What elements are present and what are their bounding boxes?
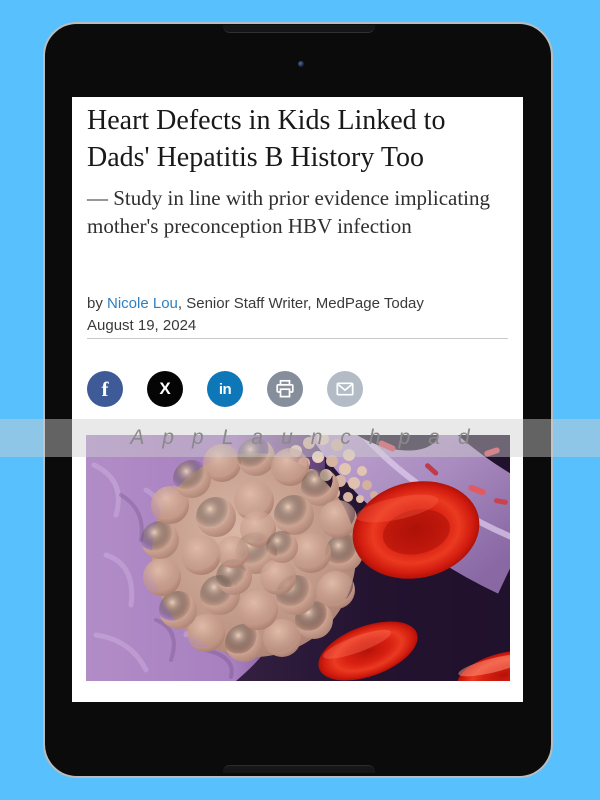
share-bar: [87, 371, 363, 407]
share-email-button[interactable]: [327, 371, 363, 407]
tablet-device-frame: [43, 22, 553, 778]
article-byline: [87, 293, 507, 337]
share-linkedin-button[interactable]: [207, 371, 243, 407]
article-dek: — Study in line with prior evidence implicating mother's preconception HBV infection: [87, 186, 491, 238]
byline-prefix: by: [87, 295, 108, 312]
watermark-text: AppLaunchpad: [130, 426, 488, 449]
article-headline: Heart Defects in Kids Linked to Dads' Hepatitis B History Too: [87, 105, 446, 173]
watermark-band: [0, 419, 600, 457]
byline-divider: [87, 338, 508, 339]
hepatitis-virus-illustration: [86, 435, 510, 681]
envelope-icon: [335, 379, 355, 399]
facebook-icon: f: [101, 376, 109, 401]
byline-line: [87, 293, 507, 315]
article-date: August 19, 2024: [87, 317, 197, 334]
top-bezel-groove: [223, 25, 375, 33]
linkedin-icon: in: [218, 380, 232, 398]
share-x-button[interactable]: [147, 371, 183, 407]
author-link[interactable]: Nicole Lou: [107, 295, 178, 312]
x-icon: X: [159, 379, 171, 398]
tablet-screen: [72, 97, 523, 702]
bottom-bezel-groove: [223, 765, 375, 773]
article-hero-image: [86, 435, 510, 681]
printer-icon: [275, 379, 295, 399]
front-camera: [298, 61, 304, 67]
share-print-button[interactable]: [267, 371, 303, 407]
byline-suffix: , Senior Staff Writer, MedPage Today: [177, 295, 424, 312]
share-facebook-button[interactable]: [87, 371, 123, 407]
